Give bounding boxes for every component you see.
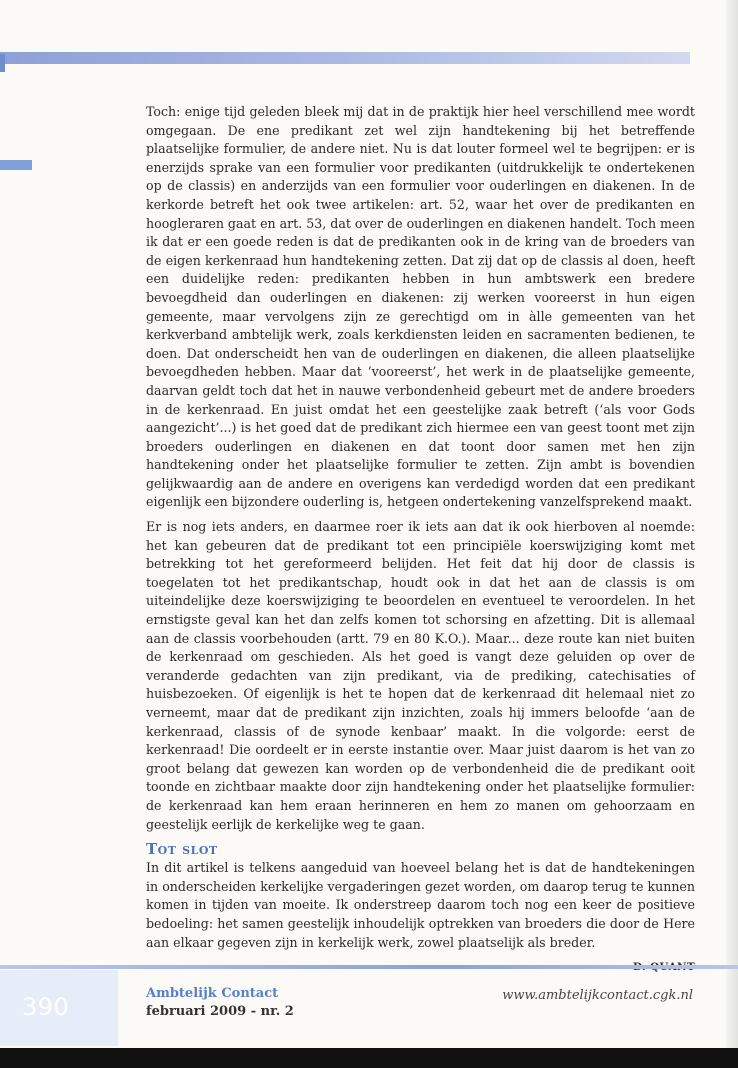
- section-heading: Tot slot: [146, 840, 218, 859]
- closing-paragraph: In dit artikel is telkens aangeduid van hoeveel belang het is dat de handtekeningen in onderscheiden kerkelijke vergaderingen gezet worden, om daarop terug te kunnen komen in tijden van moeite. Ik onderstreep daarom toch nog een keer de positieve bedoeling: het samen geestelijk inhoudelijk optrekken van broeders die door de Here aan elkaar gegeven zijn in kerkelijk werk, zowel plaatselijk als breder.: [146, 860, 695, 950]
- scan-bottom-edge: [0, 1048, 738, 1068]
- article-body: [146, 103, 695, 977]
- header-rule: [0, 52, 690, 64]
- page-number: 390: [22, 993, 70, 1021]
- magazine-title: Ambtelijk Contact: [146, 986, 279, 1001]
- article-paragraph-1: Toch: enige tijd geleden bleek mij dat in de praktijk hier heel verschillend mee wordt omgegaan. De ene predikant zet wel zijn handtekening bij het betreffende plaatselijke formulier, de andere niet. Nu is dat louter formeel wel te begrijpen: er is enerzijds sprake van een formulier voor predikanten (uitdrukkelijk te ondertekenen op de classis) en anderzijds van een formulier voor ouderlingen en diakenen. In de kerkorde betreft het ook twee artikelen: art. 52, waar het over de predikanten en hoogleraren gaat en art. 53, dat over de ouderlingen en diakenen handelt. Toch meen ik dat er een goede reden is dat de predikanten ook in de kring van de broeders van de eigen kerkenraad hun handtekening zetten. Dat zij dat op de classis al doen, heeft een duidelijke reden: predikanten hebben in hun ambtswerk een bredere bevoegdheid dan ouderlingen en diakenen: zij werken vooreerst in hun eigen gemeente, maar vervolgens zijn ze gerechtigd om in àlle gemeenten van het kerkverband ambtelijk werk, zoals kerkdiensten leiden en sacramenten bedienen, te doen. Dat onderscheidt hen van de ouderlingen en diakenen, die alleen plaatselijke bevoegdheden hebben. Maar dat ‘vooreerst’, het werk in de plaatselijke gemeente, daarvan geldt toch dat het in nauwe verbondenheid gebeurt met de andere broeders in de kerkenraad. En juist omdat het een geestelijke zaak betreft (‘als voor Gods aangezicht’...) is het goed dat de predikant zich hiermee een van geest toont met zijn broeders ouderlingen en diakenen en dat toont door samen met hen zijn handtekening onder het plaatselijke formulier te zetten. Zijn ambt is bovendien gelijkwaardig aan de andere en overigens kan verdedigd worden dat een predikant eigenlijk een bijzondere ouderling is, hetgeen ondertekening vanzelfsprekend maakt.: [146, 104, 696, 510]
- website-link[interactable]: www.ambtelijkcontact.cgk.nl: [502, 988, 693, 1003]
- left-margin-tab: [0, 160, 32, 170]
- left-margin-tick: [0, 54, 5, 72]
- article-paragraph-2: Er is nog iets anders, en daarmee roer ik iets aan dat ik ook hierboven al noemde: het kan gebeuren dat de predikant tot een principiële koerswijziging komt met betrekking tot het gereformeerd belijden. Het feit dat hij door de classis is toegelaten tot het predikantschap, houdt ook in dat het aan de classis is om uiteindelijke deze koerswijziging te beoordelen en eventueel te veroordelen. In het ernstigste geval kan het dan zelfs komen tot schorsing en afzetting. Dit is allemaal aan de classis voorbehouden (artt. 79 en 80 K.O.). Maar... deze route kan niet buiten de kerkenraad om geschieden. Als het goed is vangt deze geluiden op over de veranderde gedachten van zijn predikant, via de prediking, catechisaties of huisbezoeken. Of eigenlijk is het te hopen dat de kerkenraad dit helemaal niet zo verneemt, maar dat de predikant zijn inzichten, zoals hij immers beloofde ‘aan de kerkenraad, classis of de synode kenbaar’ maakt. In die volgorde: eerst de kerkenraad! Die oordeelt er in eerste instantie over. Maar juist daarom is het van zo groot belang dat gewezen kan worden op de verbondenheid die de predikant ooit toonde en zichtbaar maakte door zijn handtekening onder het plaatselijke formulier: de kerkenraad kan hem eraan herinneren en hem zo manen om gehoorzaam en geestelijk eerlijk de kerkelijke weg te gaan.: [146, 519, 695, 832]
- page-edge-shadow: [726, 0, 738, 1068]
- footer-rule: [0, 965, 738, 969]
- issue-label: februari 2009 - nr. 2: [146, 1004, 294, 1019]
